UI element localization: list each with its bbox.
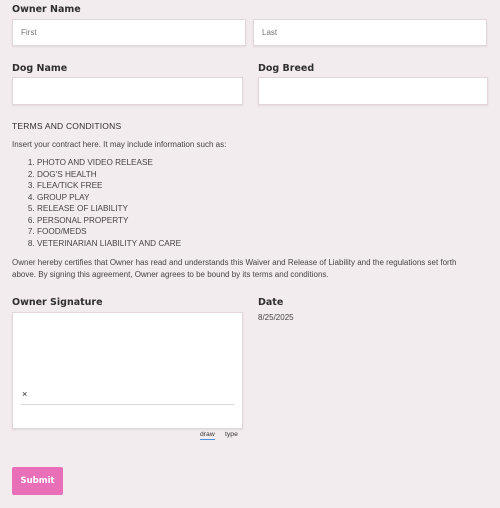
terms-item: 7. FOOD/MEDS (37, 226, 181, 238)
tab-draw[interactable]: draw (200, 431, 215, 438)
signature-pad[interactable] (12, 312, 243, 429)
date-label: Date (258, 297, 284, 308)
owner-signature-label: Owner Signature (12, 297, 103, 308)
date-value: 8/25/2025 (258, 313, 294, 322)
terms-item: 1. PHOTO AND VIDEO RELEASE (37, 157, 181, 169)
signature-baseline (21, 404, 234, 405)
terms-item: 8. VETERINARIAN LIABILITY AND CARE (37, 238, 181, 250)
terms-list (12, 157, 181, 249)
owner-last-name-input[interactable] (253, 19, 487, 46)
dog-name-label: Dog Name (12, 63, 68, 74)
terms-heading: TERMS AND CONDITIONS (12, 121, 122, 131)
certification-text: Owner hereby certifies that Owner has read and understands this Waiver and Release of Liability and the regulations set forth above. By signing this agreement, Owner agrees to be bound by its terms and conditions. (12, 258, 457, 279)
terms-item: 5. RELEASE OF LIABILITY (37, 203, 181, 215)
terms-intro: Insert your contract here. It may include information such as: (12, 140, 227, 149)
terms-item: 6. PERSONAL PROPERTY (37, 215, 181, 227)
tab-type[interactable]: type (225, 431, 238, 438)
dog-breed-input[interactable] (258, 77, 488, 105)
owner-name-label: Owner Name (12, 4, 81, 15)
terms-item: 3. FLEA/TICK FREE (37, 180, 181, 192)
submit-button[interactable]: Submit (12, 467, 63, 495)
owner-first-name-input[interactable] (12, 19, 246, 46)
terms-item: 2. DOG'S HEALTH (37, 169, 181, 181)
dog-breed-label: Dog Breed (258, 63, 315, 74)
signature-x-mark: × (22, 389, 28, 399)
terms-item: 4. GROUP PLAY (37, 192, 181, 204)
dog-name-input[interactable] (12, 77, 243, 105)
